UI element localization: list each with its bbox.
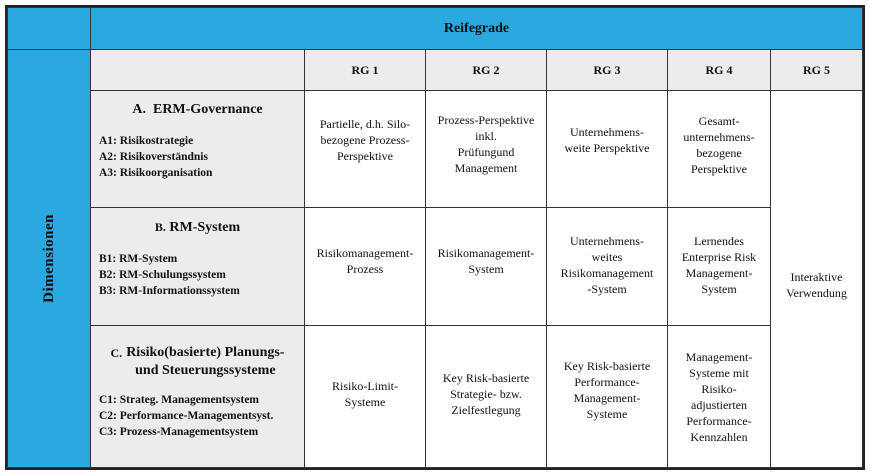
sub-item-b3: B3: RM-Informationssystem (99, 285, 240, 297)
column-header-blank (90, 49, 305, 91)
sub-item-a3: A3: Risikoorganisation (99, 167, 213, 179)
dimension-a-letter: A. (132, 102, 146, 117)
cell-rg5-text: Interaktive Verwendung (786, 270, 847, 300)
sub-item-c1: C1: Strateg. Managementsystem (99, 394, 260, 406)
dimension-b-title (99, 218, 296, 237)
cell-b-rg3-text: Unternehmens- weites Risikomanagement -System (560, 233, 654, 296)
dimension-a (90, 90, 305, 208)
cell-b-rg4 (667, 207, 771, 326)
maturity-model-table (5, 5, 865, 470)
cell-c-rg4-text: Management- Systeme mit Risiko- adjustierten Performance- Kennzahlen (685, 349, 753, 444)
cell-a-rg4 (667, 90, 771, 208)
dimension-a-title (99, 101, 296, 119)
sub-item-c2: C2: Performance-Managementsyst. (99, 410, 274, 422)
cell-a-rg2 (425, 90, 547, 208)
dimension-c-name: Risiko(basierte) Planungs- und Steuerungssysteme (126, 345, 285, 378)
cell-c-rg3 (546, 325, 668, 468)
sub-item-b2: B2: RM-Schulungssystem (99, 269, 226, 281)
dimension-b (90, 207, 305, 326)
cell-a-rg4-text: Gesamt- unternehmens- bezogene Perspektive (683, 114, 755, 176)
cell-b-rg2-text: Risikomanagement- System (437, 245, 535, 276)
sub-item-a1: A1: Risikostrategie (99, 135, 194, 147)
dimension-a-name: ERM-Governance (152, 102, 263, 117)
dimension-b-subs (99, 251, 296, 299)
sub-item-b1: B1: RM-System (99, 253, 178, 265)
cell-c-rg3-text: Key Risk-basierte Performance- Management- Systeme (563, 358, 651, 421)
cell-c-rg2-text: Key Risk-basierte Strategie- bzw. Zielfestlegung (442, 370, 530, 417)
column-header-rg1: RG 1 (304, 49, 426, 91)
cell-a-rg1-text: Partielle, d.h. Silo- bezogene Prozess- Perspektive (319, 117, 411, 163)
cell-c-rg1 (304, 325, 426, 468)
cell-a-rg1 (304, 90, 426, 208)
cell-c-rg4 (667, 325, 771, 468)
dimension-a-subs (99, 133, 296, 181)
dimension-c-subs (99, 392, 296, 440)
cell-a-rg3-text: Unternehmens- weite Perspektive (564, 125, 650, 155)
cell-b-rg1-text: Risikomanagement- Prozess (316, 245, 414, 276)
column-header-rg4: RG 4 (667, 49, 771, 91)
dimension-b-name: RM-System (169, 220, 241, 235)
cell-b-rg3 (546, 207, 668, 326)
column-header-rg5: RG 5 (770, 49, 863, 91)
dimension-b-letter: B. (154, 220, 166, 234)
dimension-c-title (99, 344, 296, 380)
cell-b-rg2 (425, 207, 547, 326)
column-header-rg2: RG 2 (425, 49, 547, 91)
corner-cell (7, 7, 91, 50)
dimension-c (90, 325, 305, 468)
cell-c-rg2 (425, 325, 547, 468)
cell-a-rg2-text: Prozess-Perspektive inkl. Prüfungund Management (437, 113, 535, 175)
dimensionen-header (7, 49, 91, 468)
reifegrade-header: Reifegrade (90, 7, 863, 50)
cell-b-rg4-text: Lernendes Enterprise Risk Management- System (681, 233, 757, 296)
cell-b-rg1 (304, 207, 426, 326)
sub-item-c3: C3: Prozess-Managementsystem (99, 426, 259, 438)
column-header-rg3: RG 3 (546, 49, 668, 91)
dimension-c-letter: C. (110, 346, 123, 360)
cell-a-rg3 (546, 90, 668, 208)
cell-c-rg1-text: Risiko-Limit- Systeme (332, 378, 398, 409)
cell-rg5-merged (770, 90, 863, 468)
dimensionen-label: Dimensionen (41, 214, 57, 303)
sub-item-a2: A2: Risikoverständnis (99, 151, 208, 163)
